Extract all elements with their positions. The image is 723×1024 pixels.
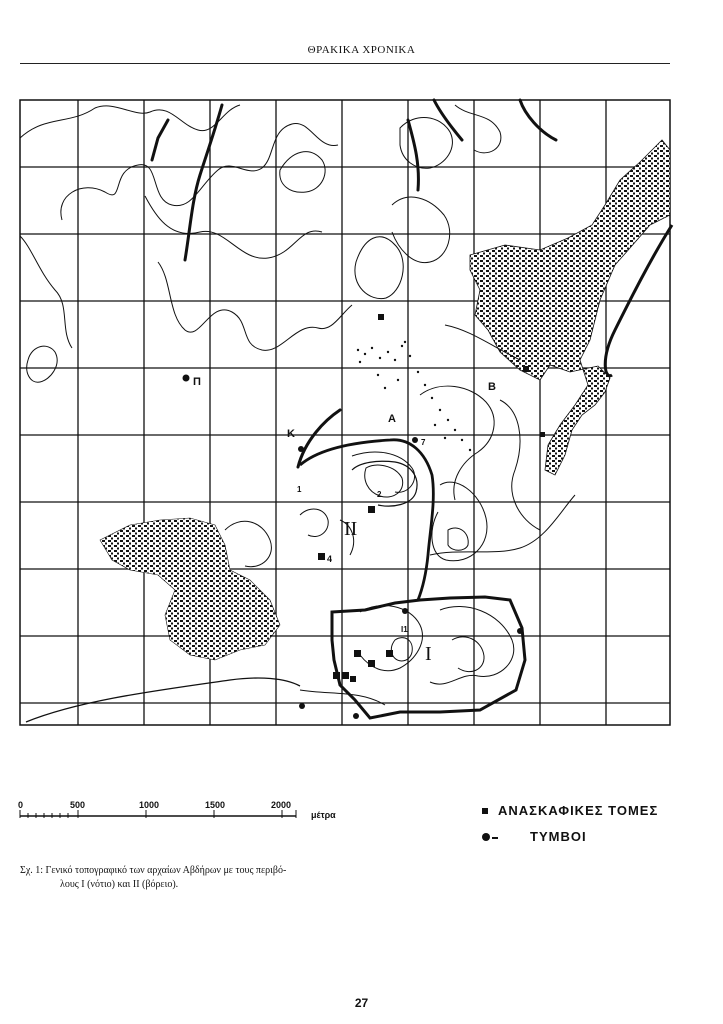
legend-tumuli-label: ΤΥΜΒΟΙ xyxy=(530,829,587,844)
label-beta: Β xyxy=(488,381,496,393)
scale-tick-1000: 1000 xyxy=(139,800,160,810)
scale-tick-2000: 2000 xyxy=(271,800,292,810)
label-wall-I: I xyxy=(425,643,432,665)
caption-line-2: λους Ι (νότιο) και ΙΙ (βόρειο). xyxy=(60,879,179,890)
label-site-1: 1 xyxy=(297,485,302,494)
marsh-west xyxy=(100,518,280,660)
wall-II-inner xyxy=(352,461,417,506)
contour-lines xyxy=(20,105,575,705)
legend-excavation xyxy=(480,803,710,829)
dot-marker-icon xyxy=(482,833,490,841)
label-kappa: Κ xyxy=(287,428,295,440)
label-site-i1: Ι1 xyxy=(401,625,408,634)
scale-tick-500: 500 xyxy=(70,800,86,810)
label-site-4: 4 xyxy=(327,554,333,564)
legend-tumuli xyxy=(480,829,710,855)
label-site-2: 2 xyxy=(377,490,382,499)
label-wall-II: II xyxy=(344,518,358,540)
figure-caption xyxy=(20,864,350,892)
label-site-7: 7 xyxy=(421,438,426,447)
label-alpha: Α xyxy=(388,413,396,425)
square-marker-icon xyxy=(482,808,488,814)
coastline-west xyxy=(26,678,300,722)
scale-unit: μέτρα xyxy=(311,810,336,820)
excavation-sections xyxy=(318,314,545,682)
scale-bar xyxy=(18,800,348,830)
scale-tick-0: 0 xyxy=(18,800,24,810)
caption-line-1: Σχ. 1: Γενικό τοπογραφικό των αρχαίων Αβδήρων με τους περιβό- xyxy=(20,865,287,876)
label-pi: Π xyxy=(193,376,201,388)
scale-ruler xyxy=(18,800,308,830)
wall-II xyxy=(300,440,433,600)
legend-excavation-label: ΑΝΑΣΚΑΦΙΚΕΣ ΤΟΜΕΣ xyxy=(498,803,659,818)
running-title: ΘΡΑΚΙΚΑ ΧΡΟΝΙΚΑ xyxy=(307,44,416,56)
page-number: 27 xyxy=(354,996,369,1010)
dash-marker-icon xyxy=(492,837,498,839)
map-legend xyxy=(480,803,710,855)
scale-tick-1500: 1500 xyxy=(205,800,226,810)
lagoon xyxy=(470,140,670,475)
